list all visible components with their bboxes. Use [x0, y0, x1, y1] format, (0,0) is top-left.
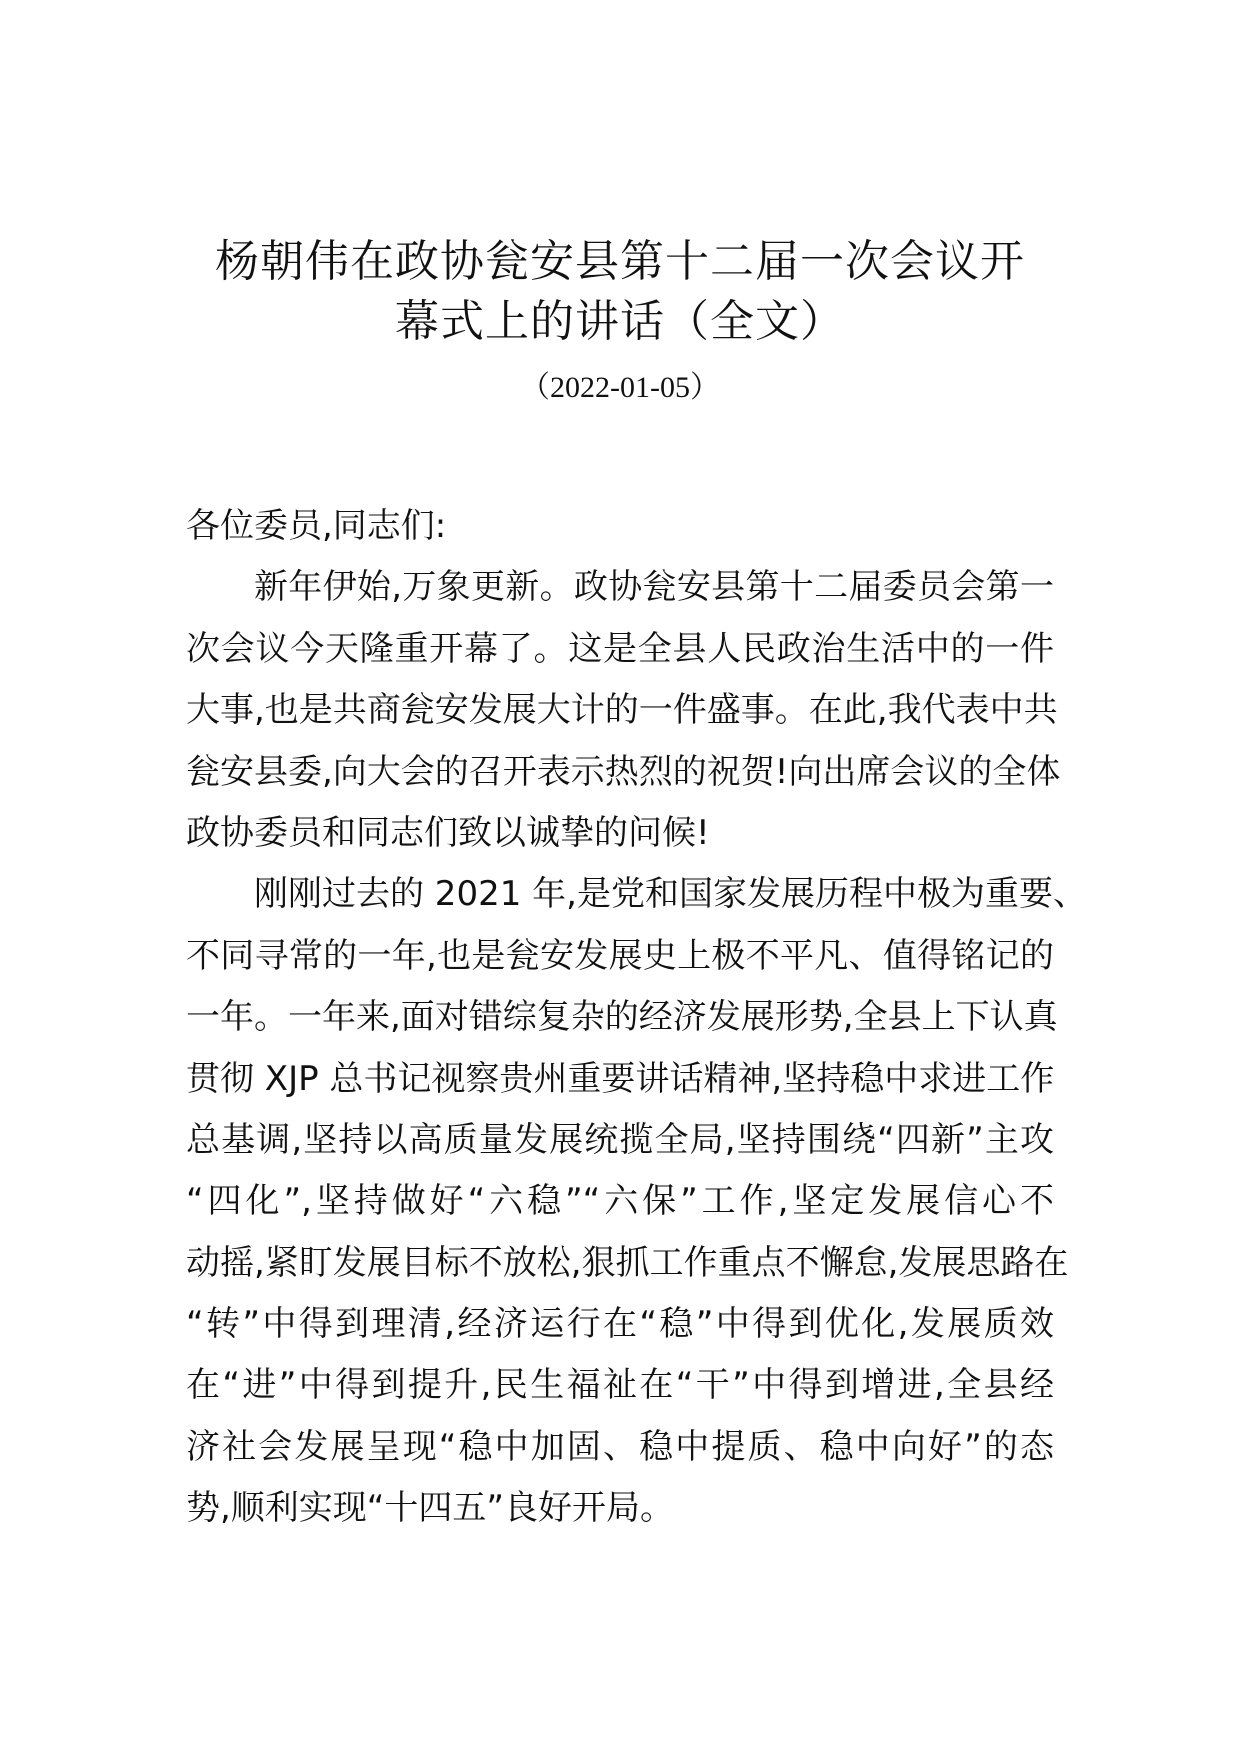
paragraph-1-line-5: 政协委员和同志们致以诚挚的问候! — [186, 812, 710, 853]
paragraph-2-line-10: 济社会发展呈现“稳中加固、稳中提质、稳中向好”的态 — [186, 1426, 1054, 1467]
paragraph-2-line-7: 动摇,紧盯发展目标不放松,狠抓工作重点不懈怠,发展思路在 — [186, 1242, 1069, 1283]
document-body — [186, 496, 1087, 1540]
document-date: （2022-01-05） — [520, 371, 720, 404]
paragraph-1-line-2: 次会议今天隆重开幕了。这是全县人民政治生活中的一件 — [186, 628, 1054, 669]
paragraph-2-line-5: 总基调,坚持以高质量发展统揽全局,坚持围绕“四新”主攻 — [186, 1119, 1054, 1160]
paragraph-1-line-3: 大事,也是共商瓮安发展大计的一件盛事。在此,我代表中共 — [186, 690, 1058, 731]
paragraph-1-line-1: 新年伊始,万象更新。政协瓮安县第十二届委员会第一 — [254, 567, 1054, 608]
paragraph-2-line-9: 在“进”中得到提升,民生福祉在“干”中得到增进,全县经 — [186, 1365, 1054, 1406]
title-line-1: 杨朝伟在政协瓮安县第十二届一次会议开 — [215, 236, 1025, 287]
paragraph-2-line-3: 一年。一年来,面对错综复杂的经济发展形势,全县上下认真 — [186, 997, 1058, 1038]
paragraph-2-line-6: “四化”,坚持做好“六稳”“六保”工作,坚定发展信心不 — [186, 1181, 1054, 1222]
paragraph-2-line-4: 贯彻 XJP 总书记视察贵州重要讲话精神,坚持稳中求进工作 — [186, 1058, 1055, 1099]
title-line-2: 幕式上的讲话（全文） — [395, 296, 845, 347]
paragraph-2-line-1: 刚刚过去的 2021 年,是党和国家发展历程中极为重要、 — [254, 874, 1087, 915]
salutation: 各位委员,同志们: — [186, 506, 447, 546]
paragraph-2-line-11: 势,顺利实现“十四五”良好开局。 — [186, 1488, 675, 1529]
paragraph-1-line-4: 瓮安县委,向大会的召开表示热烈的祝贺!向出席会议的全体 — [186, 751, 1061, 792]
paragraph-2-line-8: “转”中得到理清,经济运行在“稳”中得到优化,发展质效 — [186, 1304, 1054, 1345]
paragraph-2-line-2: 不同寻常的一年,也是瓮安发展史上极不平凡、值得铭记的 — [186, 935, 1054, 976]
document-title — [160, 232, 1080, 352]
